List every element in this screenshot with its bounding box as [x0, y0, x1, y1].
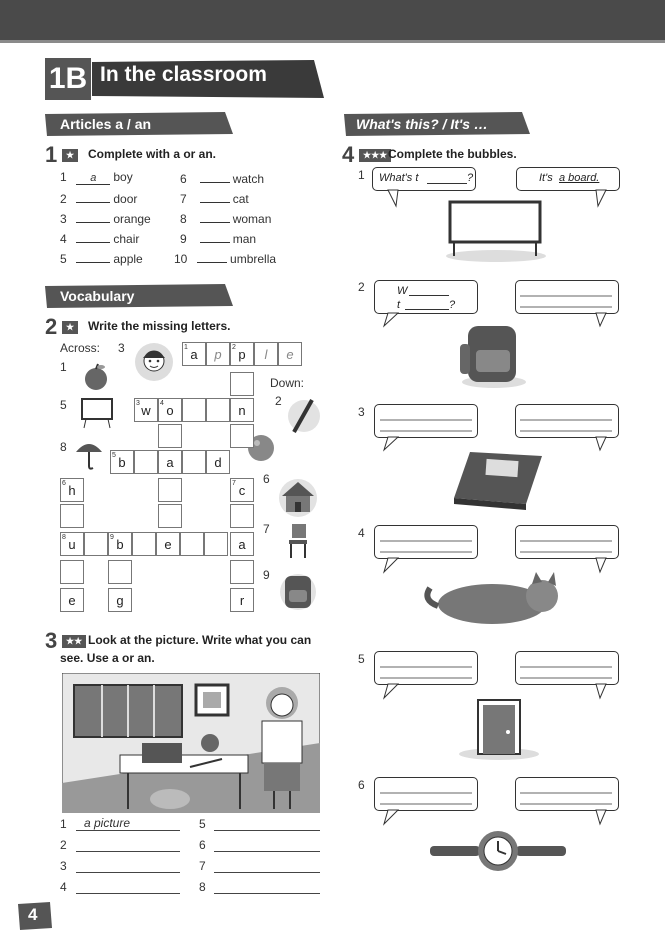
ex3-instruction-line1: Look at the picture. Write what you can	[88, 633, 312, 647]
answer-line[interactable]	[214, 851, 320, 852]
vocab-heading: Vocabulary	[60, 288, 135, 304]
crossword-cell[interactable]: 5 b	[110, 450, 134, 474]
question-bubble[interactable]	[374, 777, 478, 811]
crossword-cell[interactable]: 7 c	[230, 478, 254, 502]
list-item: 3 orange	[60, 212, 151, 226]
list-item: 7 cat	[180, 192, 249, 206]
list-item: 1	[60, 817, 67, 831]
crossword-cell[interactable]: 2 p	[230, 342, 254, 366]
unit-title: In the classroom	[100, 63, 267, 86]
crossword-cell[interactable]: 9 b	[108, 532, 132, 556]
list-item: 1 a boy	[60, 170, 133, 184]
crossword-cell[interactable]: l	[254, 342, 278, 366]
answer-line[interactable]	[214, 893, 320, 894]
articles-heading: Articles a / an	[60, 116, 152, 132]
crossword-cell[interactable]: 8 u	[60, 532, 84, 556]
crossword-cell[interactable]: a	[158, 450, 182, 474]
list-item: 6 watch	[180, 172, 265, 186]
answer-field[interactable]: a picture	[84, 816, 131, 830]
watch-image	[426, 826, 572, 876]
list-item: 5	[199, 817, 206, 831]
book-image	[448, 448, 544, 514]
answer-bubble[interactable]	[515, 404, 619, 438]
list-item: 4	[60, 880, 67, 894]
ex3-instruction-line2: see. Use a or an.	[60, 651, 155, 665]
page-number: 4	[28, 905, 38, 924]
ex1-number: 1	[45, 142, 58, 167]
crossword-cell[interactable]	[158, 504, 182, 528]
crossword-cell[interactable]	[230, 372, 254, 396]
cat-image	[420, 566, 570, 630]
list-item: 10 umbrella	[174, 252, 277, 266]
list-item: 8	[199, 880, 206, 894]
answer-bubble[interactable]	[515, 651, 619, 685]
clue-number: 5	[60, 398, 67, 412]
crossword-cell[interactable]	[108, 560, 132, 584]
ex4-instruction: Complete the bubbles.	[388, 147, 517, 161]
answer-bubble[interactable]	[515, 280, 619, 314]
crossword-cell[interactable]: e	[156, 532, 180, 556]
crossword-cell[interactable]	[182, 398, 206, 422]
ex4-stars: ★★★	[359, 149, 391, 162]
whats-heading: What's this? / It's …	[356, 116, 488, 132]
door-image	[456, 692, 542, 762]
answer-bubble[interactable]	[515, 777, 619, 811]
list-item: 7	[199, 859, 206, 873]
clue-number: 2	[275, 394, 282, 408]
answer-bubble[interactable]: It's a board.	[516, 167, 620, 191]
question-bubble[interactable]: W t ?	[374, 280, 478, 314]
crossword-cell[interactable]: 4 o	[158, 398, 182, 422]
row-number: 5	[358, 652, 365, 666]
unit-badge: 1B	[45, 58, 91, 100]
ex1-instruction: Complete with a or an.	[88, 147, 217, 161]
crossword-cell[interactable]: n	[230, 398, 254, 422]
crossword-cell[interactable]	[206, 398, 230, 422]
row-number: 6	[358, 778, 365, 792]
crossword-cell[interactable]	[158, 478, 182, 502]
crossword-cell[interactable]: 1 a	[182, 342, 206, 366]
crossword-cell[interactable]: d	[206, 450, 230, 474]
crossword-cell[interactable]	[182, 450, 206, 474]
crossword-cell[interactable]	[180, 532, 204, 556]
crossword-cell[interactable]	[204, 532, 228, 556]
ex1-stars: ★	[62, 149, 78, 162]
crossword-cell[interactable]: e	[60, 588, 84, 612]
ex2-instruction: Write the missing letters.	[88, 319, 231, 333]
list-item: 6	[199, 838, 206, 852]
crossword-cell[interactable]: 6 h	[60, 478, 84, 502]
crossword-cell[interactable]: e	[278, 342, 302, 366]
list-item: 2 door	[60, 192, 138, 206]
list-item: 3	[60, 859, 67, 873]
answer-line[interactable]	[76, 851, 180, 852]
row-number: 3	[358, 405, 365, 419]
ex2-number: 2	[45, 314, 58, 339]
crossword-cell[interactable]: r	[230, 588, 254, 612]
crossword-cell[interactable]	[60, 504, 84, 528]
answer-line[interactable]	[76, 872, 180, 873]
list-item: 4 chair	[60, 232, 140, 246]
down-label: Down:	[270, 376, 305, 390]
ex2-stars: ★	[62, 321, 78, 334]
clue-number: 8	[60, 440, 67, 454]
crossword-cell[interactable]: p	[206, 342, 230, 366]
clue-number: 1	[60, 360, 67, 374]
answer-bubble[interactable]	[515, 525, 619, 559]
crossword-cell[interactable]: a	[230, 532, 254, 556]
crossword-cell[interactable]	[84, 532, 108, 556]
clue-number: 6	[263, 472, 270, 486]
crossword-cell[interactable]	[60, 560, 84, 584]
clue-number: 3	[118, 341, 125, 355]
crossword-cell[interactable]	[158, 424, 182, 448]
clue-number: 9	[263, 568, 270, 582]
answer-field[interactable]: a	[76, 172, 110, 185]
ex3-number: 3	[45, 628, 58, 653]
question-bubble[interactable]: What's t ?	[372, 167, 476, 191]
classroom-picture	[62, 673, 320, 813]
list-item: 8 woman	[180, 212, 272, 226]
question-bubble[interactable]	[374, 404, 478, 438]
crossword-cell[interactable]	[134, 450, 158, 474]
crossword-cell[interactable]	[230, 424, 254, 448]
crossword-cell[interactable]: g	[108, 588, 132, 612]
answer-line[interactable]	[214, 872, 320, 873]
crossword-cell[interactable]: 3 w	[134, 398, 158, 422]
answer-line	[76, 830, 180, 831]
crossword-cell[interactable]	[230, 560, 254, 584]
row-number: 2	[358, 280, 365, 294]
list-item: 2	[60, 838, 67, 852]
across-label: Across:	[60, 341, 101, 355]
crossword-cell[interactable]	[230, 504, 254, 528]
question-bubble[interactable]	[374, 651, 478, 685]
answer-line[interactable]	[76, 893, 180, 894]
crossword-cell[interactable]	[132, 532, 156, 556]
answer-line[interactable]	[214, 830, 320, 831]
question-bubble[interactable]	[374, 525, 478, 559]
backpack-image	[454, 320, 534, 390]
ex3-stars: ★★	[62, 635, 86, 648]
whiteboard-image	[440, 196, 550, 266]
ex4-number: 4	[342, 142, 355, 167]
list-item: 5 apple	[60, 252, 143, 266]
row-number: 1	[358, 168, 365, 182]
row-number: 4	[358, 526, 365, 540]
clue-number: 7	[263, 522, 270, 536]
list-item: 9 man	[180, 232, 257, 246]
